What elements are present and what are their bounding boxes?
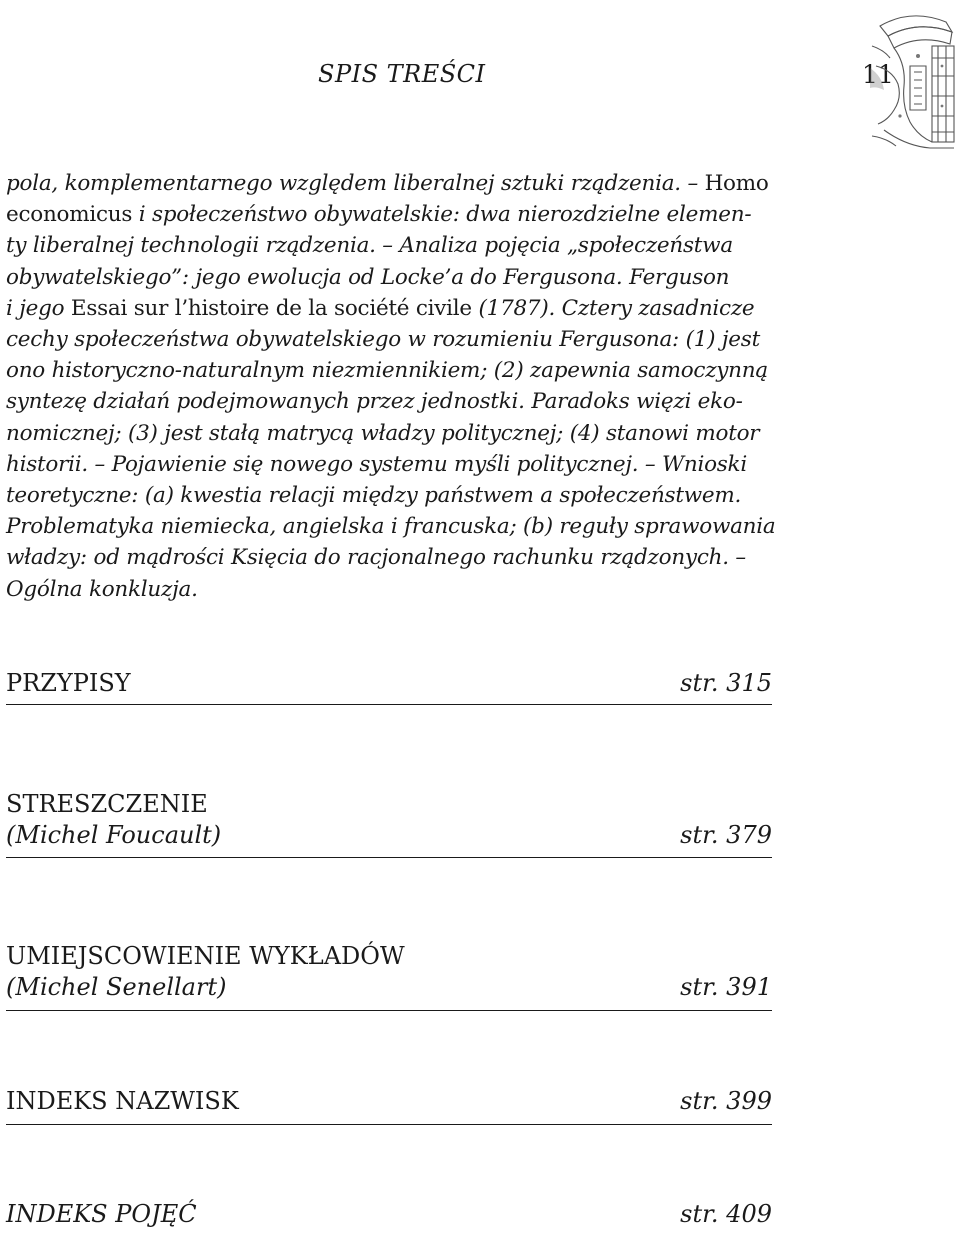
summary-segment: władzy: od mądrości Księcia do racjonalnego rachunku rządzonych. – (6, 545, 746, 571)
summary-line (6, 449, 772, 480)
divider (6, 704, 772, 705)
summary-segment: Essai sur l’histoire de la société civile (70, 295, 472, 321)
toc-page: str. 409 (680, 1200, 772, 1228)
summary-line (6, 262, 772, 293)
summary-line (6, 542, 772, 573)
summary-line (6, 168, 772, 199)
divider (6, 1010, 772, 1011)
summary-line (6, 386, 772, 417)
running-head: SPIS TREŚCI (318, 60, 486, 88)
summary-segment: Ogólna konkluzja. (6, 576, 198, 602)
chapter-summary (6, 168, 776, 605)
summary-line (6, 574, 772, 605)
summary-segment: teoretyczne: (a) kwestia relacji między państwem a społeczeństwem. (6, 483, 742, 509)
toc-entry-streszczenie[interactable] (6, 789, 772, 851)
page-number: 11 (862, 60, 894, 89)
summary-segment: pola, komplementarnego względem liberalnej sztuki rządzenia. – (6, 171, 705, 196)
toc-author: (Michel Foucault) (6, 821, 222, 849)
toc-title: INDEKS NAZWISK (6, 1087, 239, 1115)
summary-line (6, 230, 772, 261)
summary-line (6, 199, 772, 230)
toc-title: UMIEJSCOWIENIE WYKŁADÓW (6, 942, 405, 970)
toc-entry-umiejscowienie[interactable] (6, 941, 772, 1003)
divider (6, 1124, 772, 1125)
toc-page: str. 391 (680, 973, 772, 1001)
toc-page: str. 399 (680, 1087, 772, 1115)
summary-segment: i społeczeństwo obywatelskie: dwa nierozdzielne elemen- (138, 202, 752, 228)
summary-segment: economicus (6, 202, 139, 228)
summary-segment: ono historyczno-naturalnym niezmiennikiem; (2) zapewnia samoczynną (6, 358, 768, 384)
summary-segment: obywatelskiego”: jego ewolucja od Locke’a do Fergusona. Ferguson (6, 264, 730, 290)
toc-title: STRESZCZENIE (6, 790, 208, 818)
summary-segment: i jego (6, 295, 71, 321)
summary-line (6, 418, 772, 449)
summary-segment: Homo (704, 171, 769, 196)
toc-entry-indeks-nazwisk[interactable] (6, 1086, 772, 1117)
summary-segment: Problematyka niemiecka, angielska i francuska; (b) reguły sprawowania (6, 514, 776, 540)
toc-page: str. 315 (680, 669, 772, 697)
summary-line (6, 480, 772, 511)
page-ornament (866, 6, 960, 154)
toc-page: str. 379 (680, 821, 772, 849)
summary-segment: nomicznej; (3) jest stałą matrycą władzy politycznej; (4) stanowi motor (6, 420, 760, 446)
toc-entry-indeks-pojec[interactable] (6, 1199, 772, 1230)
summary-line (6, 355, 772, 386)
summary-line (6, 324, 772, 355)
summary-segment: (1787). Cztery zasadnicze (471, 295, 755, 321)
toc-title: INDEKS POJĘĆ (6, 1200, 197, 1228)
summary-line (6, 511, 776, 542)
toc-title: PRZYPISY (6, 669, 131, 697)
summary-segment: ty liberalnej technologii rządzenia. – Analiza pojęcia „społeczeństwa (6, 233, 733, 259)
toc-entry-przypisy[interactable] (6, 668, 772, 699)
divider (6, 857, 772, 858)
summary-line (6, 293, 772, 324)
summary-segment: cechy społeczeństwa obywatelskiego w rozumieniu Fergusona: (1) jest (6, 327, 760, 353)
summary-segment: historii. – Pojawienie się nowego systemu myśli politycznej. – Wnioski (6, 451, 747, 477)
toc-author: (Michel Senellart) (6, 973, 227, 1001)
summary-segment: syntezę działań podejmowanych przez jednostki. Paradoks więzi eko- (6, 389, 743, 415)
